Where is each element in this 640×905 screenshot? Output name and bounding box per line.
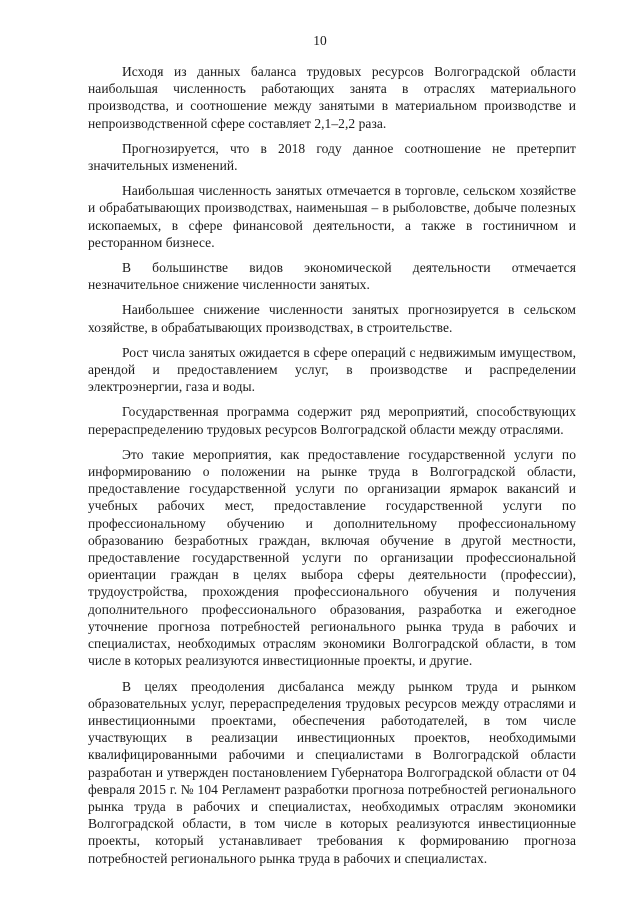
paragraph-program-measures: Это такие мероприятия, как предоставление государственной услуги по информированию о положении на рынке труда в Волгоградской области, предоставление государственной услуги по организации ярмарок вакансий и учебных рабочих мест, предоставление государственной услуги по профессиональному обучению и дополнительному профессиональному образованию безработных граждан, включая обучение в другой местности, предоставление государственной услуги по организации профессиональной ориентации граждан в целях выбора сферы деятельности (профессии), трудоустройства, прохождения профессионального обучения и получения дополнительного профессионального образования, разработка и ежегодное уточнение прогноза потребностей регионального рынка труда в рабочих и специалистах, необходимых отраслям экономики Волгоградской области, в том числе в которых реализуются инвестиционные проекты, и другие. xyxy=(88,446,576,669)
paragraph-largest-decrease: Наибольшее снижение численности занятых прогнозируется в сельском хозяйстве, в обрабатывающих производствах, в строительстве. xyxy=(88,302,576,335)
paragraph-employment-sectors: Наибольшая численность занятых отмечается в торговле, сельском хозяйстве и обрабатывающих производствах, наименьшая – в рыболовстве, добыче полезных ископаемых, в сфере финансовой деятельности, а также в гостиничном и ресторанном бизнесе. xyxy=(88,183,576,250)
paragraph-labor-balance: Исходя из данных баланса трудовых ресурсов Волгоградской области наибольшая численность работающих занята в отраслях материального производства, и соотношение между занятыми в материальном производстве и непроизводственной сфере составляет 2,1–2,2 раза. xyxy=(88,64,576,131)
page-number: 10 xyxy=(313,33,327,48)
document-body xyxy=(88,63,576,875)
paragraph-employment-decrease: В большинстве видов экономической деятельности отмечается незначительное снижение численности занятых. xyxy=(88,260,576,293)
paragraph-state-program: Государственная программа содержит ряд мероприятий, способствующих перераспределению трудовых ресурсов Волгоградской области между отраслями. xyxy=(88,404,576,437)
paragraph-forecast-2018: Прогнозируется, что в 2018 году данное соотношение не претерпит значительных изменений. xyxy=(88,140,576,174)
paragraph-employment-growth: Рост числа занятых ожидается в сфере операций с недвижимым имуществом, арендой и предоставлением услуг, в производстве и распределении электроэнергии, газа и воды. xyxy=(88,344,576,395)
paragraph-forecast-regulation: В целях преодоления дисбаланса между рынком труда и рынком образовательных услуг, перераспределения трудовых ресурсов между отраслями и инвестиционными проектами, обеспечения работодателей, в том числе участвующих в реализации инвестиционных проектов, необходимыми квалифицированными рабочими и специалистами в Волгоградской области разработан и утвержден постановлением Губернатора Волгоградской области от 04 февраля 2015 г. № 104 Регламент разработки прогноза потребностей регионального рынка труда в рабочих и специалистах, необходимых отраслям экономики Волгоградской области, в том числе в которых реализуются инвестиционные проекты, который устанавливает требования к формированию прогноза потребностей регионального рынка труда в рабочих и специалистах. xyxy=(88,678,576,866)
